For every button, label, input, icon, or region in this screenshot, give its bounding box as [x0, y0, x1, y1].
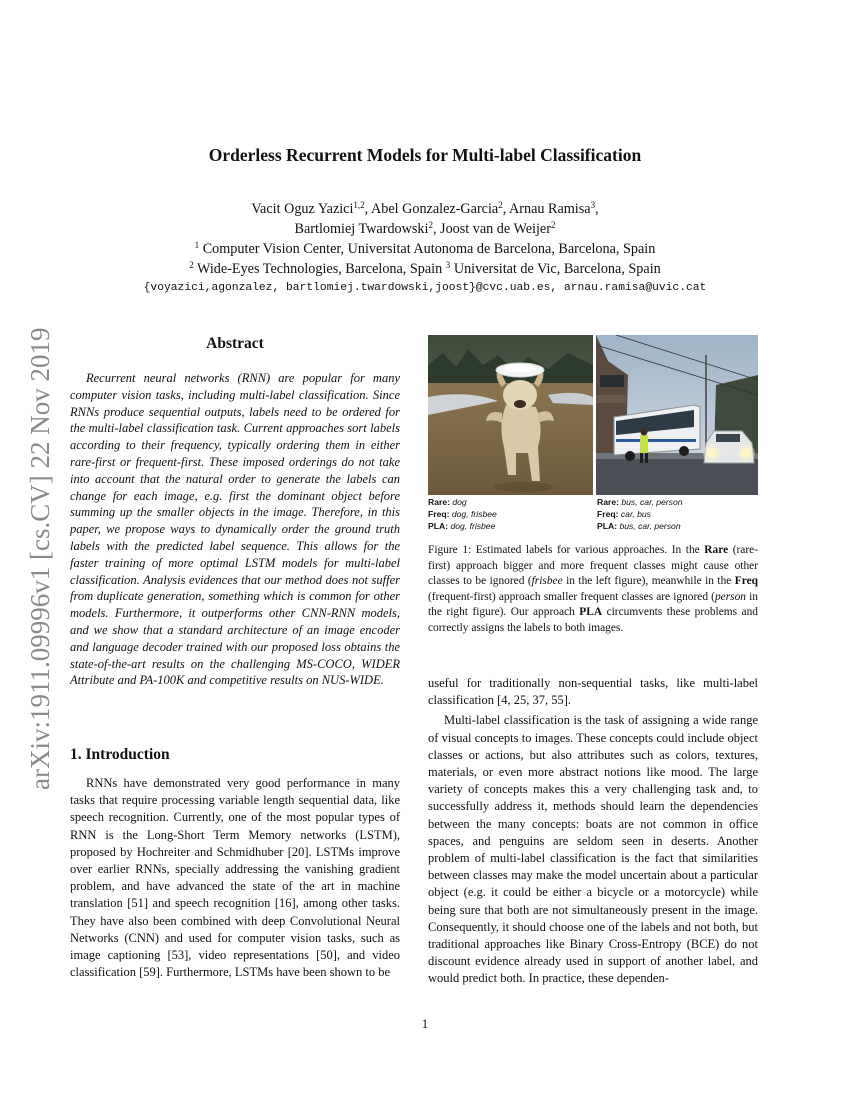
affiliation-line-1 [0, 239, 850, 259]
caption-method-freq: Freq [734, 575, 758, 588]
affiliation-text: Wide-Eyes Technologies, Barcelona, Spain [193, 261, 446, 277]
author-line-2 [0, 219, 850, 239]
method-key: Rare: [597, 497, 619, 507]
label-pla [597, 520, 683, 532]
right-column-body [428, 675, 758, 988]
author-name: , Abel Gonzalez-Garcia [364, 201, 499, 217]
caption-text: Figure 1: Estimated labels for various approaches. In the [428, 544, 705, 556]
author-affiliation-mark: 3 [590, 200, 596, 210]
label-rare [597, 496, 683, 508]
caption-text: in the left figure), meanwhile in the [562, 575, 735, 588]
paper-title: Orderless Recurrent Models for Multi-label Classification [208, 145, 642, 165]
figure-image-bus-street [596, 335, 758, 495]
affiliation-mark: 2 [189, 260, 194, 270]
introduction-paragraph: RNNs have demonstrated very good performance in many tasks that require processing variable length sequential data, like speech recognition. Currently, one of the most popular types of RNN is the Long-Short Term Memory networks (LSTM), proposed by Hochreiter and Schmidhuber [20]. LSTMs improve over earlier RNNs, specially addressing the vanishing gradient problem, and have advanced the state of the art in machine translation [51] and speech recognition [16], among other tasks. They have also been combined with deep Convolutional Neural Networks (CNN) and used for computer vision tasks, such as image captioning [53], video representations [50], and video classification [59]. Furthermore, LSTMs have been shown to be [70, 776, 400, 980]
affiliation-text: Universitat de Vic, Barcelona, Spain [450, 261, 661, 277]
figure-right-labels [597, 496, 683, 532]
method-key: PLA: [428, 521, 449, 531]
method-key: Freq: [597, 509, 619, 519]
label-rare [428, 496, 497, 508]
author-affiliation-mark: 2 [428, 220, 433, 230]
label-freq [428, 508, 497, 520]
label-pla [428, 520, 497, 532]
arxiv-identifier: arXiv:1911.09996v1 [cs.CV] 22 Nov 2019 [25, 327, 55, 790]
author-name: , Joost van de Weijer [432, 221, 551, 237]
figure-caption [428, 543, 758, 637]
figure-image-dog-frisbee [428, 335, 593, 495]
introduction-heading: 1. Introduction [70, 746, 170, 763]
caption-text: (frequent-first) approach smaller frequent classes are ignored ( [428, 590, 715, 603]
author-line-1 [0, 199, 850, 219]
affiliation-mark: 1 [194, 240, 200, 250]
abstract-heading: Abstract [206, 335, 264, 352]
author-name: , Arnau Ramisa [502, 201, 591, 217]
affiliation-line-2 [0, 259, 850, 279]
caption-class-person: person [714, 590, 746, 603]
author-separator: , [595, 201, 599, 217]
author-affiliation-mark: 1,2 [353, 200, 365, 210]
page-number: 1 [421, 1016, 429, 1031]
predicted-labels: dog, frisbee [448, 521, 496, 531]
body-paragraph: useful for traditionally non-sequential tasks, like multi-label classification [4, 25, 37, 55]. [428, 676, 758, 708]
predicted-labels: dog [449, 497, 467, 507]
figure-left-labels [428, 496, 497, 532]
body-paragraph: Multi-label classification is the task of assigning a wide range of visual concepts to images. These concepts could include object classes or actions, but also attributes such as colors, textures, materials, or even more abstract notions like mood. The large variety of concepts makes this a very challenging task and, to successfully address it, methods should learn the dependencies between the many concepts: boats are not common in office spaces, and penguins are seldom seen in deserts. Another problem of multi-label classification is the fact that similarities between classes may make the model uncertain about a particular object (e.g. it could be either a bicycle or a motorcycle) while being sure that both are not simultaneously present in the image. Consequently, it should choose one of the labels and not both, but traditional approaches like Binary Cross-Entropy (BCE) do not discount evidence already used in support of another label, and would predict both. In practice, these dependen- [428, 713, 758, 986]
predicted-labels: bus, car, person [617, 521, 681, 531]
predicted-labels: car, bus [618, 509, 651, 519]
abstract-text: Recurrent neural networks (RNN) are popular for many computer vision tasks, including multi-label classification. Since RNNs produce sequential outputs, labels need to be ordered for the multi-label classification task. Current approaches sort labels according to their frequency, typically ordering them in either rare-first or frequent-first. These imposed orderings do not take into account that the natural order to generate the labels can change for each image, e.g. first the dominant object before summing up the smaller objects in the image. Therefore, in this paper, we propose ways to dynamically order the ground truth labels with the predicted label sequence. This allows for the faster training of more optimal LSTM models for multi-label classification. Analysis evidences that our method does not suffer from duplicate generation, something which is common for other models. Furthermore, it outperforms other CNN-RNN models, and we show that a standard architecture of an image encoder and language decoder trained with our proposed loss obtains the state-of-the-art results on the challenging MS-COCO, WIDER Attribute and PA-100K and competitive results on NUS-WIDE. [70, 371, 400, 688]
method-key: PLA: [597, 521, 618, 531]
label-freq [597, 508, 683, 520]
author-affiliation-mark: 2 [550, 220, 556, 230]
caption-text: (rare-first) approach bigger and more frequent classes might cause other classes to be ignored ( [428, 544, 758, 588]
author-affiliation-mark: 2 [498, 200, 503, 210]
author-name: Bartlomiej Twardowski [294, 221, 429, 237]
author-emails: {voyazici,agonzalez, bartlomiej.twardowski,joost}@cvc.uab.es, arnau.ramisa@uvic.cat [143, 282, 707, 294]
method-key: Rare: [428, 497, 450, 507]
caption-method-pla: PLA [579, 606, 603, 619]
author-name: Vacit Oguz Yazici [251, 201, 354, 217]
caption-method-rare: Rare [704, 544, 729, 556]
caption-text: circumvents these problems and correctly assigns the labels to both images. [428, 606, 758, 634]
affiliation-mark: 3 [445, 260, 451, 270]
method-key: Freq: [428, 509, 450, 519]
caption-text: in the right figure). Our approach [428, 590, 758, 619]
predicted-labels: bus, car, person [618, 497, 683, 507]
predicted-labels: dog, frisbee [449, 509, 497, 519]
caption-class-frisbee: frisbee [531, 575, 563, 588]
affiliation-text: Computer Vision Center, Universitat Autonoma de Barcelona, Barcelona, Spain [199, 241, 656, 257]
